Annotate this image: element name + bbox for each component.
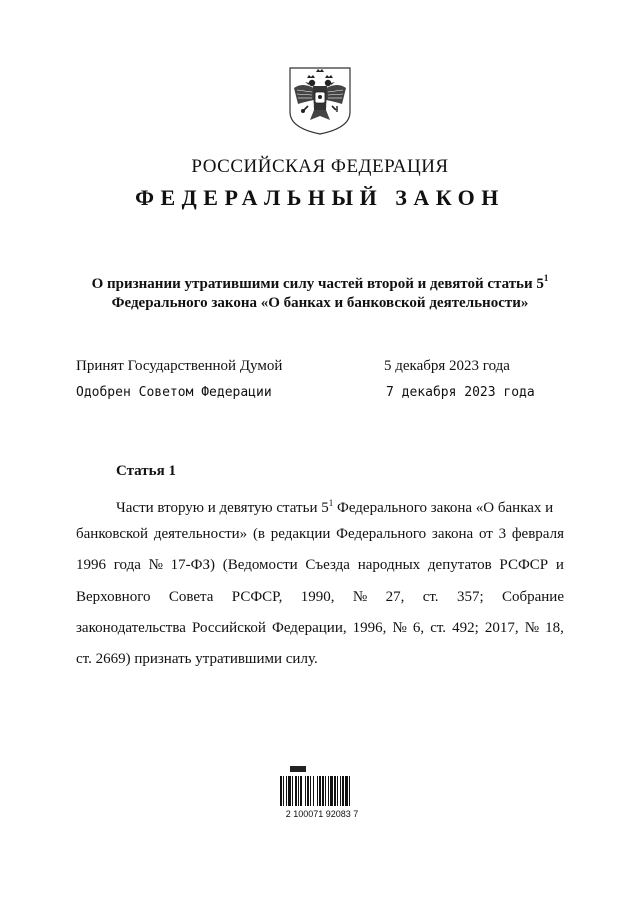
barcode-bar — [325, 776, 326, 806]
article-word: закона — [431, 526, 474, 543]
article-word: ст. — [422, 588, 439, 605]
article-word: 1996 — [76, 557, 106, 574]
barcode-bar — [298, 776, 299, 806]
title-superscript: 1 — [543, 273, 549, 283]
council-label: Одобрен Советом Федерации — [76, 385, 272, 400]
article-word: № — [352, 588, 368, 605]
barcode — [276, 762, 368, 822]
barcode-bar — [310, 776, 311, 806]
article-superscript: 1 — [328, 498, 334, 508]
article-word: Съезда — [305, 557, 350, 574]
article-heading: Статья 1 — [116, 463, 176, 479]
barcode-bar — [286, 776, 287, 806]
article-word: и — [555, 557, 564, 574]
article-line — [76, 525, 564, 556]
barcode-bar — [305, 776, 306, 806]
council-date: 7 декабря 2023 года — [386, 385, 535, 400]
barcode-bar — [342, 776, 344, 806]
article-word: законодательства — [76, 619, 186, 636]
barcode-bar — [317, 776, 318, 806]
article-line — [76, 588, 564, 619]
barcode-bar — [288, 776, 291, 806]
article-word: редакции — [270, 526, 331, 543]
article-word: февраля — [511, 526, 564, 543]
law-title-line-1: О признании утратившими силу частей второй и девятой статьи $5^1$ — [91, 273, 549, 292]
article-word: № — [392, 619, 407, 636]
article-word: Федерального — [336, 526, 427, 543]
article-word: Верховного — [76, 588, 151, 605]
article-word: (Ведомости — [222, 557, 298, 574]
law-title-line-2: Федерального закона «О банках и банковской деятельности» — [111, 295, 529, 311]
document-type: ФЕДЕРАЛЬНЫЙ ЗАКОН — [135, 185, 505, 210]
barcode-bar — [319, 776, 321, 806]
article-word: 2017, — [484, 619, 519, 636]
barcode-bar — [328, 776, 329, 806]
law-title — [70, 270, 570, 313]
barcode-bar — [307, 776, 309, 806]
barcode-bar — [313, 776, 314, 806]
article-word: 357; — [456, 588, 484, 605]
article-word: от — [478, 526, 493, 543]
article-line — [76, 619, 564, 650]
country-name: РОССИЙСКАЯ ФЕДЕРАЦИЯ — [191, 156, 449, 177]
barcode-bar — [300, 776, 302, 806]
barcode-bar — [322, 776, 324, 806]
article-word: 6, — [412, 619, 425, 636]
article-word: ст. — [430, 619, 447, 636]
barcode-bar — [330, 776, 333, 806]
barcode-bar — [345, 776, 348, 806]
barcode-mark — [290, 766, 306, 772]
article-word: деятельности» — [153, 526, 248, 543]
article-word: Российской — [191, 619, 266, 636]
barcode-bar — [349, 776, 350, 806]
duma-date: 5 декабря 2023 года — [384, 358, 510, 374]
duma-label: Принят Государственной Думой — [76, 358, 283, 374]
article-line-first: Части вторую и девятую статьи $5^1$ Федерального закона «О банках и — [116, 498, 554, 516]
article-body — [76, 494, 564, 681]
barcode-bar — [337, 776, 338, 806]
barcode-bar — [280, 776, 282, 806]
article-word: 27, — [385, 588, 405, 605]
barcode-bars — [276, 762, 368, 808]
article-word: 17-ФЗ) — [170, 557, 216, 574]
barcode-bar — [295, 776, 297, 806]
coat-of-arms-icon — [288, 66, 352, 136]
article-word: № — [148, 557, 163, 574]
barcode-bar — [334, 776, 336, 806]
barcode-bar — [292, 776, 293, 806]
article-line-last: ст. 2669) признать утратившими силу. — [76, 650, 318, 667]
article-word: банковской — [76, 526, 149, 543]
article-word: 492; — [452, 619, 479, 636]
barcode-bar — [340, 776, 341, 806]
article-word: (в — [252, 526, 266, 543]
article-word: Собрание — [501, 588, 564, 605]
article-word: 1996, — [352, 619, 387, 636]
article-word: 1990, — [300, 588, 335, 605]
article-word: 18, — [545, 619, 564, 636]
article-justified-lines — [76, 525, 564, 650]
article-word: РСФСР — [499, 557, 549, 574]
article-word: года — [113, 557, 141, 574]
article-line — [76, 556, 564, 587]
article-word: народных — [357, 557, 421, 574]
article-word: 3 — [498, 526, 507, 543]
article-word: Федерации, — [272, 619, 347, 636]
article-word: депутатов — [427, 557, 492, 574]
article-word: Совета — [168, 588, 214, 605]
article-word: № — [524, 619, 540, 636]
barcode-bar — [283, 776, 284, 806]
barcode-digits: 2 100071 92083 7 — [285, 809, 359, 819]
article-word: РСФСР, — [231, 588, 283, 605]
